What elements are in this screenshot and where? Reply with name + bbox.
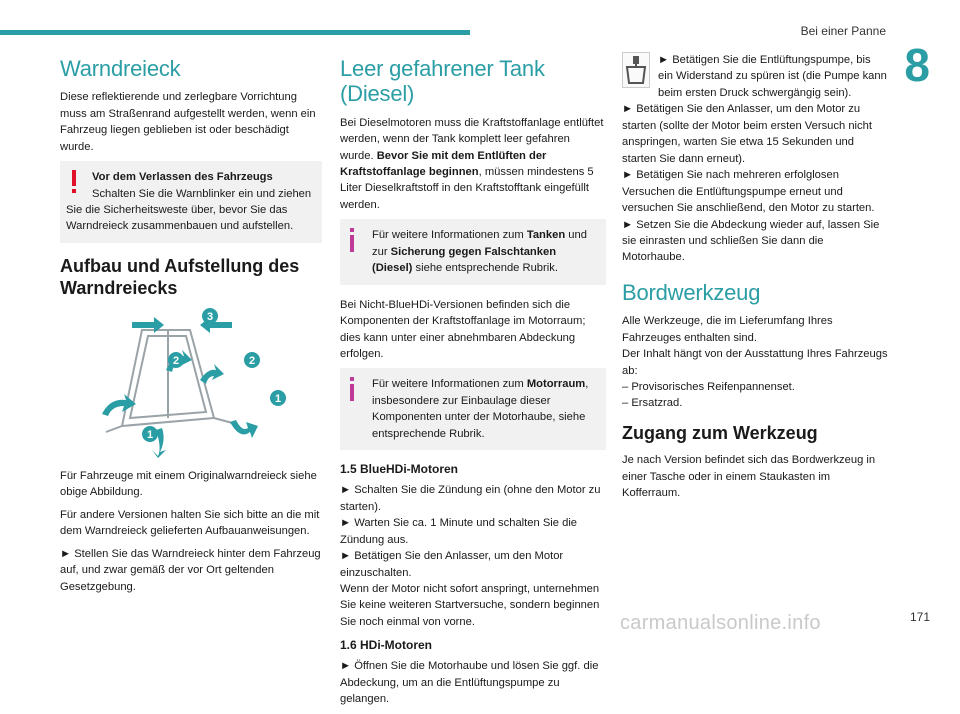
column-pump-tools	[622, 52, 888, 508]
info-icon	[348, 377, 356, 401]
figure-note: Für Fahrzeuge mit einem Originalwarndreieck siehe obige Abbildung.	[60, 469, 317, 499]
bluehdi-components-note: Bei Nicht-BlueHDi-Versionen befinden sich die Komponenten der Kraftstoffanlage im Motorraum; dies kann unter einer abnehmbaren Abdeckung erfolgen.	[340, 298, 586, 361]
info-box-motorraum	[340, 368, 606, 450]
warndreieck-intro: Diese reflektierende und zerlegbare Vorrichtung muss am Straßenrand aufgestellt werden, wenn ein Fahrzeug liegen geblieben ist oder beschädigt wurde.	[60, 91, 316, 153]
svg-text:3: 3	[206, 310, 214, 323]
svg-text:1: 1	[274, 392, 282, 405]
page-number: 171	[909, 610, 930, 624]
watermark: carmanualsonline.info	[620, 612, 821, 634]
fail-note: Wenn der Motor nicht sofort anspringt, unternehmen Sie keine weiteren Startversuche, sondern beginnen Sie noch einmal von vorne.	[340, 583, 600, 628]
info-icon	[348, 228, 356, 252]
step-refit-cover: ► Setzen Sie die Abdeckung wieder auf, lassen Sie sie einrasten und schließen Sie dann die Motorhaube.	[622, 217, 888, 266]
warning-exclamation-icon	[68, 169, 80, 195]
header-accent-bar	[0, 30, 470, 35]
subsection-aufbau: Aufbau und Aufstellung des Warndreiecks	[60, 255, 300, 299]
step-open-hood: ► Öffnen Sie die Motorhaube und lösen Sie ggf. die Abdeckung, um an die Entlüftungspumpe zu gelangen.	[340, 658, 606, 707]
info-text-motorraum: Für weitere Informationen zum Motorraum, insbesondere zur Einbaulage dieser Komponenten unter der Motorhaube, siehe entsprechende Rubrik.	[372, 378, 589, 440]
tools-contents-note: Der Inhalt hängt von der Ausstattung Ihres Fahrzeugs ab:	[622, 348, 888, 377]
pump-step-block	[622, 52, 888, 101]
step-starter: ► Betätigen Sie den Anlasser, um den Motor einzuschalten.	[340, 548, 606, 581]
tools-item-spare-wheel: – Ersatzrad.	[622, 397, 683, 410]
svg-text:1: 1	[146, 428, 154, 441]
section-title-warndreieck: Warndreieck	[60, 56, 181, 81]
instruction-place-triangle: ► Stellen Sie das Warndreieck hinter dem Fahrzeug auf, und zwar gemäß der vor Ort geltenden Gesetzgebung.	[60, 546, 322, 595]
warning-triangle-assembly-figure	[82, 308, 302, 458]
svg-text:2: 2	[172, 354, 180, 367]
warning-heading: Vor dem Verlassen des Fahrzeugs	[92, 171, 273, 184]
tools-item-repair-kit: – Provisorisches Reifenpannenset.	[622, 381, 795, 393]
subsection-zugang: Zugang zum Werkzeug	[622, 422, 818, 443]
step-ignition-on: ► Schalten Sie die Zündung ein (ohne den Motor zu starten).	[340, 482, 606, 515]
tank-intro: Bei Dieselmotoren muss die Kraftstoffanlage entlüftet werden, wenn der Tank komplett leer gefahren wurde. Bevor Sie mit dem Entlüften der Kraftstoffanlage beginnen, müssen mindestens 5 Liter Dieselkraftstoff in den Kraftstofftank eingefüllt werden.	[340, 116, 604, 211]
step-retry: ► Betätigen Sie nach mehreren erfolglosen Versuchen die Entlüftungspumpe erneut und versuchen Sie anschließend, den Motor zu starten.	[622, 167, 888, 216]
svg-text:2: 2	[248, 354, 256, 367]
step-press-pump: ► Betätigen Sie die Entlüftungspumpe, bis ein Widerstand zu spüren ist (die Pumpe kann beim ersten Druck schwergängig sein).	[658, 52, 888, 101]
info-box-tanken	[340, 219, 606, 284]
section-title-tank: Leer gefahrener Tank (Diesel)	[340, 56, 545, 107]
subsection-bluehdi: 1.5 BlueHDi-Motoren	[340, 462, 459, 477]
chapter-number: 8	[904, 39, 930, 91]
column-empty-tank	[340, 52, 606, 714]
step-wait: ► Warten Sie ca. 1 Minute und schalten Sie die Zündung aus.	[340, 515, 606, 548]
section-title-bordwerkzeug: Bordwerkzeug	[622, 279, 761, 305]
running-header: Bei einer Panne	[800, 24, 886, 38]
warning-box	[60, 161, 322, 243]
subsection-hdi: 1.6 HDi-Motoren	[340, 638, 433, 653]
access-text: Je nach Version befindet sich das Bordwerkzeug in einer Tasche oder in einem Staukasten im Kofferraum.	[622, 454, 876, 500]
info-text-tanken: Für weitere Informationen zum Tanken und zur Sicherung gegen Falschtanken (Diesel) siehe entsprechende Rubrik.	[372, 229, 587, 275]
warning-text-line1: Schalten Sie die Warnblinker ein und ziehen	[92, 187, 312, 200]
tools-intro: Alle Werkzeuge, die im Lieferumfang Ihres Fahrzeuges enthalten sind.	[622, 315, 833, 344]
priming-pump-icon	[622, 52, 650, 88]
column-warning-triangle	[60, 52, 322, 601]
step-start-engine: ► Betätigen Sie den Anlasser, um den Motor zu starten (sollte der Motor beim ersten Versuch nicht anspringen, warten Sie etwa 15 Sekunden und starten Sie dann erneut).	[622, 101, 888, 167]
warning-text-rest: Sie die Sicherheitsweste über, bevor Sie das Warndreieck zusammenbauen und aufstellen.	[66, 204, 294, 233]
other-versions-note: Für andere Versionen halten Sie sich bitte an die mit dem Warndreieck gelieferten Aufbauanweisungen.	[60, 508, 320, 538]
